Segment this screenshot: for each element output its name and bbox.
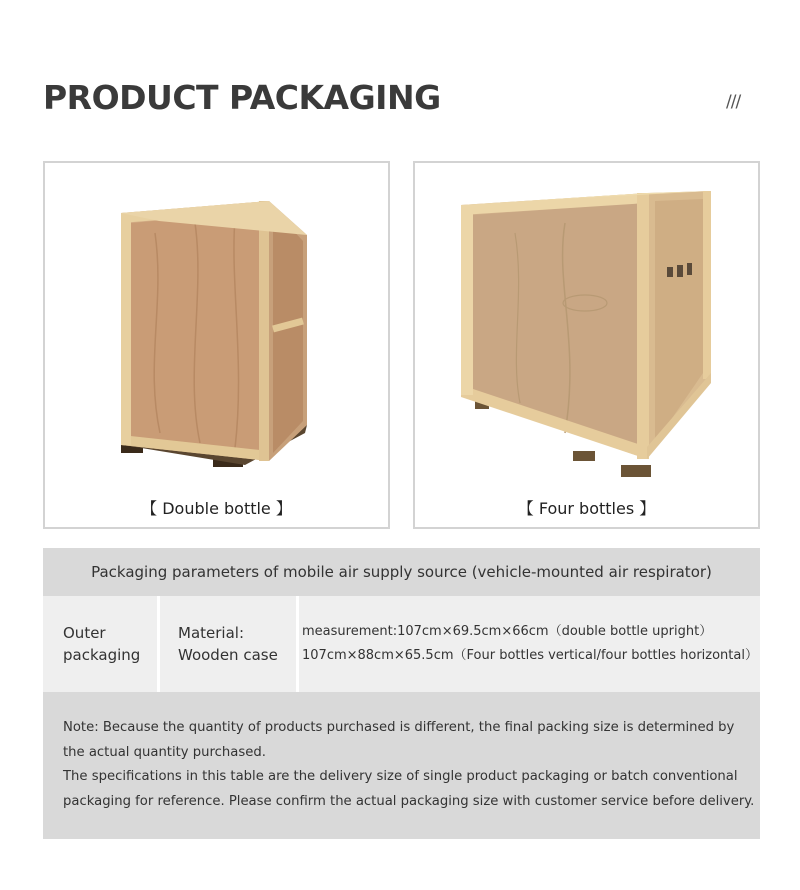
double-bottle-caption: 【 Double bottle 】 [141, 499, 292, 518]
material-label: Material: [178, 624, 244, 642]
material-value: Wooden case [178, 646, 278, 664]
product-card-four-bottles [413, 161, 760, 529]
note-line-3: The specifications in this table are the delivery size of single product packaging or batch conventional [63, 769, 738, 784]
packaging-note [43, 692, 760, 839]
page-title: PRODUCT PACKAGING [43, 78, 441, 117]
measurement-four-bottles: 107cm×88cm×65.5cm（Four bottles vertical/four bottles horizontal） [302, 648, 758, 663]
outer-packaging-cell [43, 596, 157, 692]
wooden-crate-tall-image [45, 163, 388, 527]
title-decoration: /// [726, 92, 741, 112]
outer-packaging-label-line1: Outer [63, 624, 106, 642]
note-line-1: Note: Because the quantity of products purchased is different, the final packing size is determined by [63, 720, 735, 735]
product-card-double-bottle [43, 161, 390, 529]
table-row [43, 596, 760, 692]
measurement-double-bottle: measurement:107cm×69.5cm×66cm（double bottle upright） [302, 624, 713, 639]
four-bottles-caption: 【 Four bottles 】 [517, 499, 656, 518]
material-cell [160, 596, 296, 692]
parameters-table-heading: Packaging parameters of mobile air supply source (vehicle-mounted air respirator) [43, 548, 760, 596]
outer-packaging-label-line2: packaging [63, 646, 141, 664]
note-line-2: the actual quantity purchased. [63, 744, 266, 760]
note-line-4: packaging for reference. Please confirm the actual packaging size with customer service before delivery. [63, 793, 755, 809]
wooden-crate-wide-image [415, 163, 758, 527]
measurement-cell [299, 596, 760, 692]
